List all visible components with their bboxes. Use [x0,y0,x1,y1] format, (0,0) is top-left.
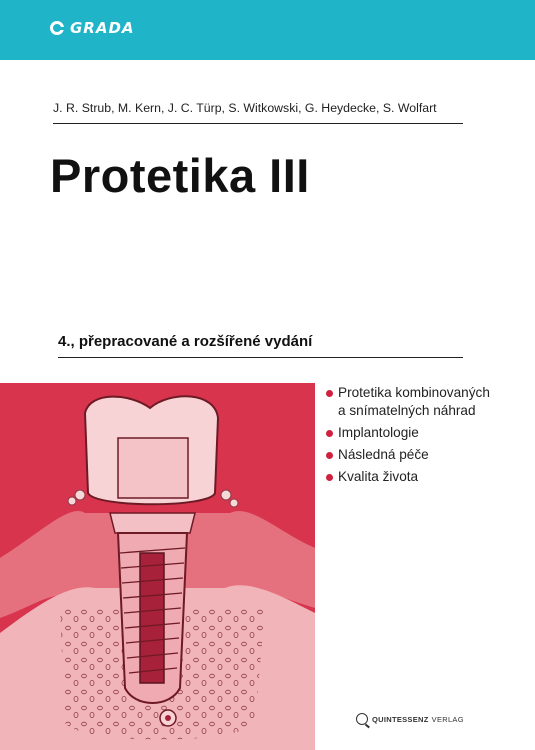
header-bar [0,0,535,60]
co-publisher-suffix: VERLAG [431,714,464,724]
topic-item: Kvalita života [326,468,490,486]
divider [58,357,463,358]
abutment [118,438,188,498]
topic-list [326,384,490,490]
divider [53,123,463,124]
co-publisher-name: QUINTESSENZ [372,714,429,724]
authors-line: J. R. Strub, M. Kern, J. C. Türp, S. Witkowski, G. Heydecke, S. Wolfart [53,101,437,115]
quintessenz-logo-icon [356,713,368,725]
book-title: Protetika III [50,149,310,202]
implant-collar [110,513,195,533]
topic-item: Implantologie [326,424,490,442]
publisher-name: GRADA [70,19,135,37]
grada-logo-icon [50,21,64,35]
co-publisher-logo [356,713,464,725]
implant-illustration [0,383,315,750]
implant-screw [140,553,164,683]
topic-item: Protetika kombinovaných а snímatelných náhrad [326,384,490,420]
publisher-logo [50,19,135,37]
topic-item: Následná péče [326,446,490,464]
edition-subtitle: 4., přepracované a rozšířené vydání [58,333,313,350]
